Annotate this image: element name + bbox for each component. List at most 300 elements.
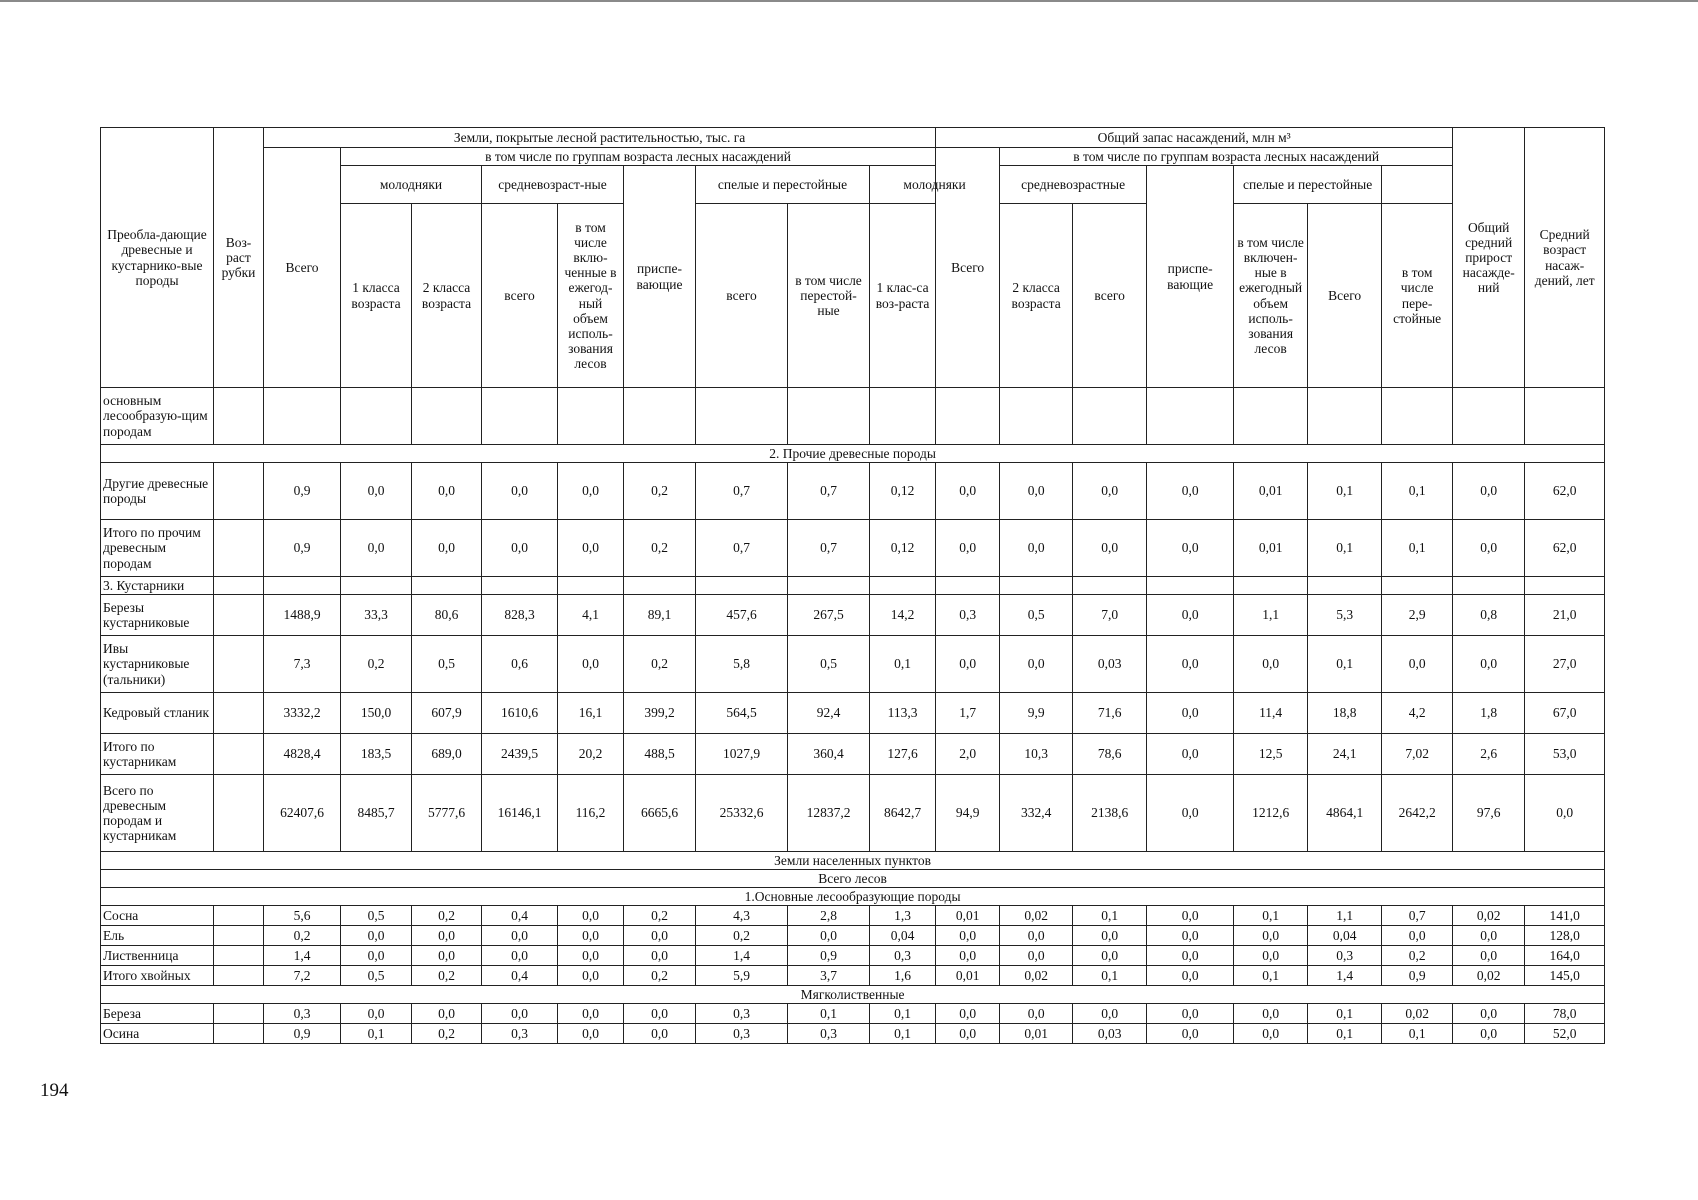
table-cell bbox=[214, 1004, 264, 1024]
table-cell: 0,0 bbox=[1147, 693, 1234, 734]
table-cell: 1027,9 bbox=[696, 734, 788, 775]
table-cell bbox=[214, 966, 264, 986]
table-cell: 0,5 bbox=[341, 906, 412, 926]
table-cell: 0,2 bbox=[264, 926, 341, 946]
row-label: Береза bbox=[101, 1004, 214, 1024]
table-cell: 0,7 bbox=[696, 463, 788, 520]
header-area-maturing: приспе-вающие bbox=[624, 166, 696, 388]
table-cell: 0,1 bbox=[1308, 463, 1382, 520]
table-cell: 0,0 bbox=[936, 1004, 1000, 1024]
table-cell: 267,5 bbox=[788, 595, 870, 636]
table-cell: 0,0 bbox=[1147, 946, 1234, 966]
table-cell: 0,5 bbox=[412, 636, 482, 693]
table-cell: 89,1 bbox=[624, 595, 696, 636]
row-label: Всего по древесным породам и кустарникам bbox=[101, 775, 214, 852]
table-cell bbox=[214, 463, 264, 520]
table-cell: 0,02 bbox=[1382, 1004, 1453, 1024]
table-cell: 1488,9 bbox=[264, 595, 341, 636]
table-cell: 0,3 bbox=[1308, 946, 1382, 966]
table-cell: 0,2 bbox=[341, 636, 412, 693]
table-cell: 78,0 bbox=[1525, 1004, 1605, 1024]
table-cell: 0,3 bbox=[788, 1024, 870, 1044]
table-cell bbox=[788, 388, 870, 445]
table-cell: 127,6 bbox=[870, 734, 936, 775]
table-cell: 0,1 bbox=[870, 1004, 936, 1024]
table-cell: 399,2 bbox=[624, 693, 696, 734]
table-cell: 183,5 bbox=[341, 734, 412, 775]
table-cell: 0,0 bbox=[1453, 463, 1525, 520]
table-cell: 0,9 bbox=[264, 1024, 341, 1044]
row-label: Лиственница bbox=[101, 946, 214, 966]
table-cell: 145,0 bbox=[1525, 966, 1605, 986]
table-cell: 0,0 bbox=[482, 1004, 558, 1024]
table-cell: 0,1 bbox=[1073, 966, 1147, 986]
header-stock-young: молодняки bbox=[870, 166, 1000, 204]
table-row bbox=[101, 463, 1605, 520]
table-cell: 0,0 bbox=[558, 906, 624, 926]
table-cell: 0,0 bbox=[558, 1004, 624, 1024]
table-cell: 0,2 bbox=[696, 926, 788, 946]
header-area-middle: средневозраст-ные bbox=[482, 166, 624, 204]
empty-cell bbox=[1000, 577, 1073, 595]
table-cell: 0,6 bbox=[482, 636, 558, 693]
table-row bbox=[101, 388, 1605, 445]
row-label: Сосна bbox=[101, 906, 214, 926]
table-cell: 0,0 bbox=[1147, 906, 1234, 926]
table-cell: 457,6 bbox=[696, 595, 788, 636]
table-cell: 0,0 bbox=[1382, 926, 1453, 946]
table-cell: 0,3 bbox=[936, 595, 1000, 636]
table-cell: 0,3 bbox=[696, 1024, 788, 1044]
table-cell: 0,5 bbox=[1000, 595, 1073, 636]
header-area-overmature: в том числе перестой-ные bbox=[788, 204, 870, 388]
table-cell: 0,0 bbox=[1147, 734, 1234, 775]
table-cell: 0,3 bbox=[870, 946, 936, 966]
table-cell bbox=[214, 906, 264, 926]
table-cell: 0,0 bbox=[1147, 775, 1234, 852]
table-cell: 0,0 bbox=[341, 520, 412, 577]
table-cell: 0,0 bbox=[936, 463, 1000, 520]
table-cell: 360,4 bbox=[788, 734, 870, 775]
table-cell: 0,0 bbox=[1000, 926, 1073, 946]
table-cell: 0,0 bbox=[412, 463, 482, 520]
table-row bbox=[101, 1004, 1605, 1024]
table-cell: 0,8 bbox=[1453, 595, 1525, 636]
header-area-class2: 2 класса возраста bbox=[412, 204, 482, 388]
header-area-by-age: в том числе по группам возраста лесных насаждений bbox=[341, 148, 936, 166]
table-cell: 0,0 bbox=[558, 926, 624, 946]
table-cell: 4864,1 bbox=[1308, 775, 1382, 852]
table-cell: 0,2 bbox=[1382, 946, 1453, 966]
table-cell: 0,0 bbox=[558, 1024, 624, 1044]
header-area-total: Всего bbox=[264, 148, 341, 388]
header-stock-by-age: в том числе по группам возраста лесных насаждений bbox=[1000, 148, 1453, 166]
header-area-mature-all: всего bbox=[696, 204, 788, 388]
table-cell: 0,0 bbox=[1073, 463, 1147, 520]
table-cell: 2,0 bbox=[936, 734, 1000, 775]
table-cell: 0,0 bbox=[1147, 1004, 1234, 1024]
table-cell: 62,0 bbox=[1525, 463, 1605, 520]
table-cell: 0,1 bbox=[1382, 463, 1453, 520]
row-label: Итого по прочим древесным породам bbox=[101, 520, 214, 577]
empty-cell bbox=[412, 577, 482, 595]
section-row bbox=[101, 986, 1605, 1004]
table-cell: 18,8 bbox=[1308, 693, 1382, 734]
table-cell: 564,5 bbox=[696, 693, 788, 734]
table-cell: 1610,6 bbox=[482, 693, 558, 734]
table-cell: 0,0 bbox=[558, 636, 624, 693]
table-cell: 0,0 bbox=[1453, 946, 1525, 966]
table-cell: 0,0 bbox=[482, 520, 558, 577]
table-cell: 71,6 bbox=[1073, 693, 1147, 734]
table-cell: 828,3 bbox=[482, 595, 558, 636]
empty-cell bbox=[558, 577, 624, 595]
table-cell: 0,0 bbox=[936, 1024, 1000, 1044]
table-cell: 0,0 bbox=[1234, 1024, 1308, 1044]
table-cell: 0,0 bbox=[341, 946, 412, 966]
table-cell: 0,0 bbox=[341, 1004, 412, 1024]
row-label: Березы кустарниковые bbox=[101, 595, 214, 636]
table-cell: 8485,7 bbox=[341, 775, 412, 852]
table-cell: 0,0 bbox=[1453, 926, 1525, 946]
table-cell: 92,4 bbox=[788, 693, 870, 734]
table-row bbox=[101, 1024, 1605, 1044]
table-cell: 53,0 bbox=[1525, 734, 1605, 775]
table-cell: 332,4 bbox=[1000, 775, 1073, 852]
table-cell bbox=[341, 388, 412, 445]
table-row bbox=[101, 775, 1605, 852]
table-row bbox=[101, 595, 1605, 636]
table-cell: 0,0 bbox=[1147, 926, 1234, 946]
table-cell: 80,6 bbox=[412, 595, 482, 636]
table-cell bbox=[1147, 388, 1234, 445]
table-cell: 0,02 bbox=[1000, 906, 1073, 926]
table-cell: 0,0 bbox=[412, 520, 482, 577]
empty-cell bbox=[1073, 577, 1147, 595]
table-cell bbox=[214, 1024, 264, 1044]
table-cell: 0,03 bbox=[1073, 1024, 1147, 1044]
table-cell bbox=[214, 520, 264, 577]
table-cell: 5,6 bbox=[264, 906, 341, 926]
table-cell: 9,9 bbox=[1000, 693, 1073, 734]
table-cell: 0,0 bbox=[482, 463, 558, 520]
table-cell: 0,0 bbox=[341, 926, 412, 946]
table-cell: 0,0 bbox=[1234, 946, 1308, 966]
table-cell: 113,3 bbox=[870, 693, 936, 734]
header-age-cut: Воз-раст рубки bbox=[214, 128, 264, 388]
table-cell bbox=[1525, 388, 1605, 445]
table-cell: 0,1 bbox=[870, 636, 936, 693]
table-cell: 0,9 bbox=[1382, 966, 1453, 986]
table-cell: 16146,1 bbox=[482, 775, 558, 852]
empty-cell bbox=[1453, 577, 1525, 595]
table-cell: 0,12 bbox=[870, 520, 936, 577]
table-cell: 27,0 bbox=[1525, 636, 1605, 693]
table-cell: 0,01 bbox=[936, 906, 1000, 926]
table-cell bbox=[1073, 388, 1147, 445]
table-cell: 0,1 bbox=[1308, 636, 1382, 693]
table-cell: 0,1 bbox=[341, 1024, 412, 1044]
table-cell: 0,0 bbox=[1147, 636, 1234, 693]
table-cell: 0,0 bbox=[482, 926, 558, 946]
table-cell bbox=[936, 388, 1000, 445]
table-cell bbox=[214, 926, 264, 946]
table-cell: 0,0 bbox=[412, 946, 482, 966]
table-cell: 150,0 bbox=[341, 693, 412, 734]
table-cell: 0,0 bbox=[558, 966, 624, 986]
table-cell bbox=[214, 775, 264, 852]
table-cell: 0,0 bbox=[1453, 636, 1525, 693]
empty-cell bbox=[870, 577, 936, 595]
table-cell: 0,0 bbox=[1000, 1004, 1073, 1024]
table-cell: 0,0 bbox=[1234, 1004, 1308, 1024]
table-cell: 7,3 bbox=[264, 636, 341, 693]
table-cell: 0,3 bbox=[696, 1004, 788, 1024]
table-cell: 11,4 bbox=[1234, 693, 1308, 734]
header-avg-age: Средний возраст насаж-дений, лет bbox=[1525, 128, 1605, 388]
table-cell: 0,0 bbox=[1147, 966, 1234, 986]
table-cell: 1,1 bbox=[1308, 906, 1382, 926]
empty-cell bbox=[696, 577, 788, 595]
table-cell: 0,2 bbox=[624, 966, 696, 986]
row-label: Осина bbox=[101, 1024, 214, 1044]
table-cell: 0,0 bbox=[624, 1024, 696, 1044]
table-cell bbox=[1000, 388, 1073, 445]
table-cell: 78,6 bbox=[1073, 734, 1147, 775]
table-cell: 20,2 bbox=[558, 734, 624, 775]
header-area-mature: спелые и перестойные bbox=[696, 166, 870, 204]
table-cell: 21,0 bbox=[1525, 595, 1605, 636]
table-cell: 0,0 bbox=[936, 636, 1000, 693]
table-cell: 8642,7 bbox=[870, 775, 936, 852]
section-settlements-title: Земли населенных пунктов bbox=[101, 852, 1605, 870]
section-all-forests-title: Всего лесов bbox=[101, 870, 1605, 888]
table-row bbox=[101, 636, 1605, 693]
row-label: Кедровый стланик bbox=[101, 693, 214, 734]
table-cell: 1,6 bbox=[870, 966, 936, 986]
table-cell: 0,7 bbox=[788, 520, 870, 577]
table-cell bbox=[624, 388, 696, 445]
table-cell: 2138,6 bbox=[1073, 775, 1147, 852]
empty-cell bbox=[1308, 577, 1382, 595]
table-cell bbox=[214, 388, 264, 445]
table-cell: 7,02 bbox=[1382, 734, 1453, 775]
table-cell: 0,2 bbox=[412, 1024, 482, 1044]
table-row bbox=[101, 734, 1605, 775]
table-cell: 0,0 bbox=[1147, 463, 1234, 520]
table-cell: 689,0 bbox=[412, 734, 482, 775]
table-cell: 0,1 bbox=[1073, 906, 1147, 926]
header-stock-middle: средневозрастные bbox=[1000, 166, 1147, 204]
table-cell: 0,0 bbox=[1234, 636, 1308, 693]
table-cell bbox=[870, 388, 936, 445]
table-cell: 0,0 bbox=[1453, 520, 1525, 577]
table-cell: 33,3 bbox=[341, 595, 412, 636]
page-number: 194 bbox=[40, 1080, 69, 1101]
table-cell: 0,1 bbox=[1308, 1024, 1382, 1044]
table-cell: 0,2 bbox=[624, 520, 696, 577]
table-cell: 0,5 bbox=[341, 966, 412, 986]
table-cell: 0,7 bbox=[696, 520, 788, 577]
header-stock-total: Всего bbox=[936, 148, 1000, 388]
table-cell: 0,12 bbox=[870, 463, 936, 520]
section-row bbox=[101, 445, 1605, 463]
table-cell: 0,0 bbox=[1234, 926, 1308, 946]
table-cell: 0,5 bbox=[788, 636, 870, 693]
table-row bbox=[101, 906, 1605, 926]
table-cell: 0,0 bbox=[788, 926, 870, 946]
row-label: Итого хвойных bbox=[101, 966, 214, 986]
empty-cell bbox=[482, 577, 558, 595]
table-cell: 0,2 bbox=[624, 463, 696, 520]
table-cell: 0,9 bbox=[264, 463, 341, 520]
header-area-group: Земли, покрытые лесной растительностью, тыс. га bbox=[264, 128, 936, 148]
table-cell: 16,1 bbox=[558, 693, 624, 734]
table-cell bbox=[1234, 388, 1308, 445]
table-cell: 0,9 bbox=[264, 520, 341, 577]
table-cell: 2,9 bbox=[1382, 595, 1453, 636]
table-cell: 0,0 bbox=[558, 520, 624, 577]
empty-cell bbox=[1525, 577, 1605, 595]
table-cell: 0,0 bbox=[1453, 1004, 1525, 1024]
empty-cell bbox=[341, 577, 412, 595]
section-row bbox=[101, 888, 1605, 906]
table-cell: 1,4 bbox=[1308, 966, 1382, 986]
header-area-middle-annual: в том числе вклю-ченные в ежегод-ный объем исполь-зования лесов bbox=[558, 204, 624, 388]
table-cell: 0,0 bbox=[1000, 463, 1073, 520]
table-cell: 0,0 bbox=[1147, 520, 1234, 577]
table-cell: 5,9 bbox=[696, 966, 788, 986]
table-cell: 0,0 bbox=[624, 946, 696, 966]
empty-cell bbox=[1382, 577, 1453, 595]
table-cell: 607,9 bbox=[412, 693, 482, 734]
table-cell: 12,5 bbox=[1234, 734, 1308, 775]
table-cell: 5777,6 bbox=[412, 775, 482, 852]
table-cell: 0,0 bbox=[412, 926, 482, 946]
table-cell: 0,0 bbox=[482, 946, 558, 966]
table-cell: 0,2 bbox=[624, 636, 696, 693]
table-cell: 2,8 bbox=[788, 906, 870, 926]
table-cell: 67,0 bbox=[1525, 693, 1605, 734]
table-row bbox=[101, 520, 1605, 577]
table-cell bbox=[1382, 388, 1453, 445]
header-growth: Общий средний прирост насажде-ний bbox=[1453, 128, 1525, 388]
header-stock-mature: спелые и перестойные bbox=[1234, 166, 1382, 204]
row-label: Ивы кустарниковые (тальники) bbox=[101, 636, 214, 693]
header-stock-group: Общий запас насаждений, млн м³ bbox=[936, 128, 1453, 148]
table-cell: 2,6 bbox=[1453, 734, 1525, 775]
table-cell: 0,0 bbox=[341, 463, 412, 520]
table-cell: 0,3 bbox=[264, 1004, 341, 1024]
empty-cell bbox=[1147, 577, 1234, 595]
table-cell: 0,0 bbox=[1147, 595, 1234, 636]
table-cell: 25332,6 bbox=[696, 775, 788, 852]
table-cell: 0,0 bbox=[558, 946, 624, 966]
header-stock-mature-all: Всего bbox=[1308, 204, 1382, 388]
table-cell: 0,01 bbox=[1000, 1024, 1073, 1044]
table-cell: 0,0 bbox=[1525, 775, 1605, 852]
table-cell: 24,1 bbox=[1308, 734, 1382, 775]
table-cell: 3332,2 bbox=[264, 693, 341, 734]
section-main-species-title: 1.Основные лесообразующие породы bbox=[101, 888, 1605, 906]
table-cell: 0,4 bbox=[482, 966, 558, 986]
table-cell: 0,9 bbox=[788, 946, 870, 966]
header-stock-middle-all: всего bbox=[1073, 204, 1147, 388]
table-cell: 0,02 bbox=[1000, 966, 1073, 986]
table-cell: 0,0 bbox=[1073, 520, 1147, 577]
table-cell: 0,0 bbox=[1147, 1024, 1234, 1044]
header-stock-overmature: в том числе пере-стойные bbox=[1382, 204, 1453, 388]
table-cell: 488,5 bbox=[624, 734, 696, 775]
table-cell: 1,7 bbox=[936, 693, 1000, 734]
empty-cell bbox=[264, 577, 341, 595]
table-cell: 0,0 bbox=[412, 1004, 482, 1024]
table-cell bbox=[214, 595, 264, 636]
table-cell: 0,01 bbox=[1234, 520, 1308, 577]
table-cell: 52,0 bbox=[1525, 1024, 1605, 1044]
forest-fund-table bbox=[100, 127, 1605, 1044]
section-softwood-title: Мягколиственные bbox=[101, 986, 1605, 1004]
table-cell bbox=[214, 636, 264, 693]
table-cell: 1212,6 bbox=[1234, 775, 1308, 852]
table-cell: 141,0 bbox=[1525, 906, 1605, 926]
header-species: Преобла-дающие древесные и кустарнико-вые породы bbox=[101, 128, 214, 388]
table-cell: 2642,2 bbox=[1382, 775, 1453, 852]
table-cell: 4,1 bbox=[558, 595, 624, 636]
forest-statistics-document bbox=[100, 127, 1604, 1044]
table-body bbox=[101, 388, 1605, 1044]
table-cell: 0,2 bbox=[412, 906, 482, 926]
table-cell: 0,1 bbox=[1382, 520, 1453, 577]
table-cell: 0,0 bbox=[624, 926, 696, 946]
table-cell bbox=[412, 388, 482, 445]
table-cell: 1,4 bbox=[264, 946, 341, 966]
table-cell: 0,1 bbox=[1382, 1024, 1453, 1044]
table-cell: 128,0 bbox=[1525, 926, 1605, 946]
table-cell: 4828,4 bbox=[264, 734, 341, 775]
header-stock-class2: 2 класса возраста bbox=[1000, 204, 1073, 388]
table-cell: 7,2 bbox=[264, 966, 341, 986]
table-cell bbox=[264, 388, 341, 445]
table-row bbox=[101, 966, 1605, 986]
table-cell: 94,9 bbox=[936, 775, 1000, 852]
table-cell: 1,3 bbox=[870, 906, 936, 926]
table-cell: 0,0 bbox=[558, 463, 624, 520]
table-row bbox=[101, 926, 1605, 946]
table-cell: 0,0 bbox=[936, 926, 1000, 946]
section-row bbox=[101, 577, 1605, 595]
row-label: основным лесообразую-щим породам bbox=[101, 388, 214, 445]
table-cell: 0,02 bbox=[1453, 906, 1525, 926]
empty-cell bbox=[214, 577, 264, 595]
table-cell: 0,0 bbox=[1073, 926, 1147, 946]
empty-cell bbox=[936, 577, 1000, 595]
table-cell bbox=[558, 388, 624, 445]
table-cell: 0,0 bbox=[1073, 1004, 1147, 1024]
table-cell: 5,8 bbox=[696, 636, 788, 693]
table-cell: 0,0 bbox=[624, 1004, 696, 1024]
table-cell: 0,0 bbox=[1453, 1024, 1525, 1044]
table-cell: 0,02 bbox=[1453, 966, 1525, 986]
header-area-middle-all: всего bbox=[482, 204, 558, 388]
header-area-class1: 1 класса возраста bbox=[341, 204, 412, 388]
table-cell bbox=[1453, 388, 1525, 445]
table-cell bbox=[214, 734, 264, 775]
table-cell: 1,1 bbox=[1234, 595, 1308, 636]
table-cell: 0,1 bbox=[788, 1004, 870, 1024]
table-cell: 0,1 bbox=[1308, 1004, 1382, 1024]
table-cell: 0,04 bbox=[1308, 926, 1382, 946]
